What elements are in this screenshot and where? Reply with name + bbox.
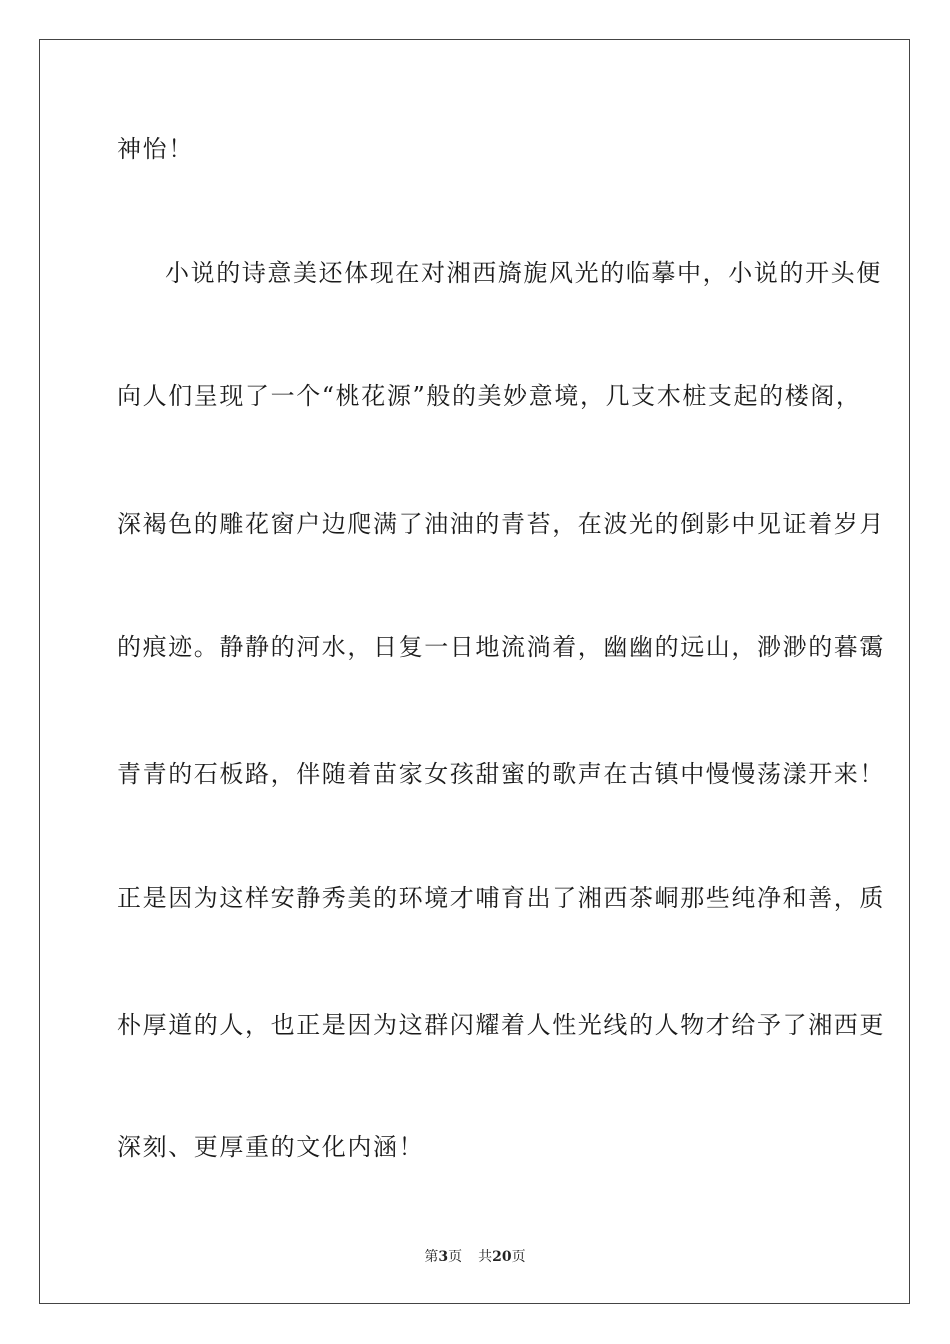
paragraph-start-line: 小说的诗意美还体现在对湘西旖旎风光的临摹中，小说的开头便 [165, 259, 882, 287]
text-line-7: 正是因为这样安静秀美的环境才哺育出了湘西茶峒那些纯净和善，质 [117, 884, 885, 912]
text-line-8: 朴厚道的人，也正是因为这群闪耀着人性光线的人物才给予了湘西更 [117, 1011, 885, 1039]
text-line-5: 的痕迹。静静的河水，日复一日地流淌着，幽幽的远山，渺渺的暮霭 [117, 633, 885, 661]
text-line-6: 青青的石板路，伴随着苗家女孩甜蜜的歌声在古镇中慢慢荡漾开来！ [117, 760, 885, 788]
page-number: 3 [438, 1249, 449, 1265]
total-pages: 20 [492, 1249, 512, 1265]
text-line-4: 深褐色的雕花窗户边爬满了油油的青苔，在波光的倒影中见证着岁月 [117, 510, 885, 538]
text-line-1: 神怡！ [117, 135, 194, 163]
text-line-9: 深刻、更厚重的文化内涵！ [117, 1133, 425, 1161]
total-suffix: 页 [511, 1249, 526, 1265]
page-footer [0, 1247, 950, 1267]
page-border [39, 39, 910, 1304]
total-prefix: 共 [478, 1249, 493, 1265]
page-suffix: 页 [448, 1249, 463, 1265]
text-line-3: 向人们呈现了一个“桃花源”般的美妙意境，几支木桩支起的楼阁， [117, 382, 862, 410]
page-prefix: 第 [424, 1249, 439, 1265]
